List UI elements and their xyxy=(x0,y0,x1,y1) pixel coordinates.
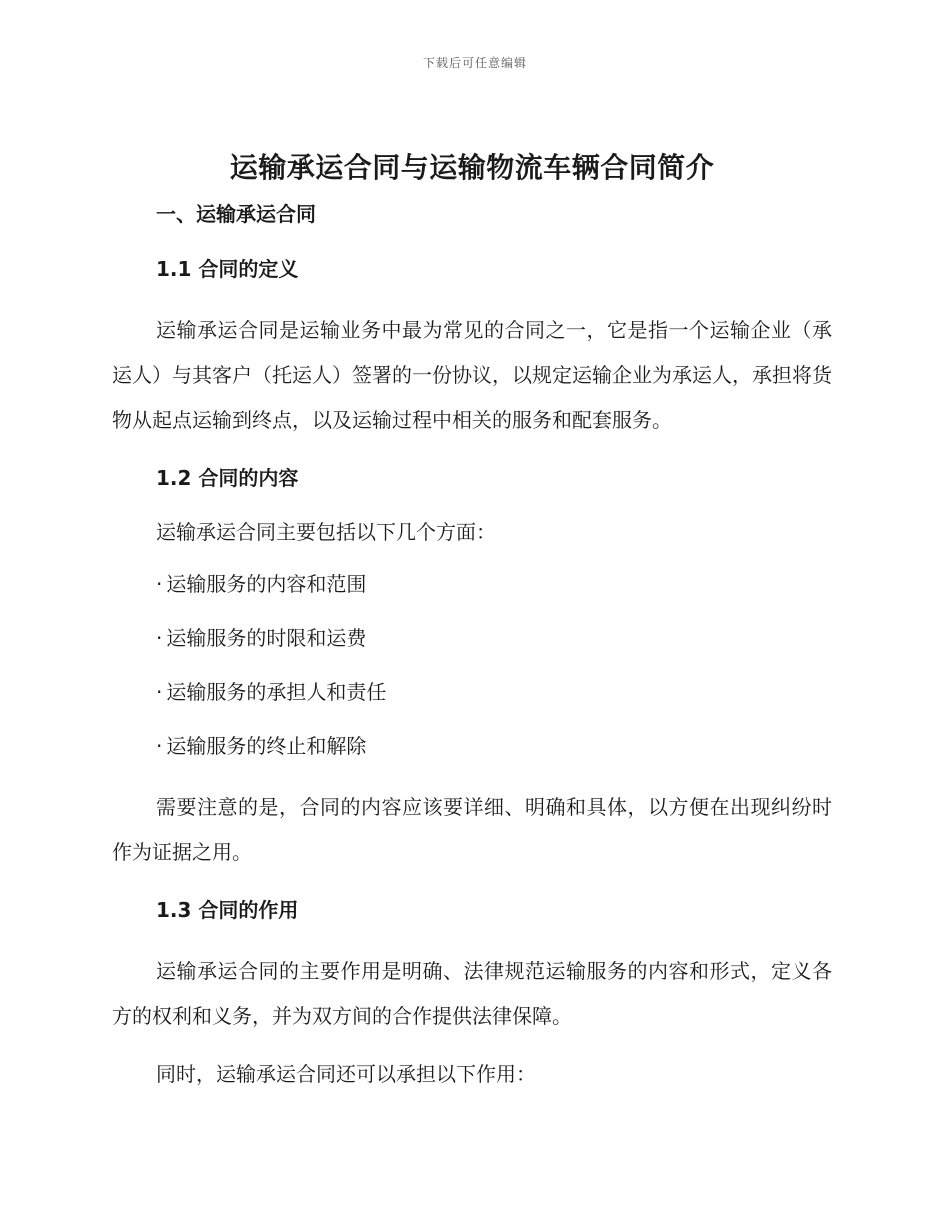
subsection-heading-1-3: 1.3 合同的作用 xyxy=(156,898,299,922)
list-item xyxy=(156,569,832,599)
bullet-dot: · xyxy=(156,680,163,704)
subsection-heading-1-2: 1.2 合同的内容 xyxy=(156,466,299,490)
section-heading-1: 一、运输承运合同 xyxy=(156,202,316,226)
document-title: 运输承运合同与运输物流车辆合同简介 xyxy=(229,151,715,184)
list-item xyxy=(156,623,832,653)
list-item-text: 运输服务的时限和运费 xyxy=(166,626,367,650)
definition-paragraph: 运输承运合同是运输业务中最为常见的合同之一，它是指一个运输企业（承运人）与其客户（托运人）签署的一份协议，以规定运输企业为承运人，承担将货物从起点运输到终点，以及运输过程中相关的服务和配套服务。 xyxy=(112,318,832,432)
document-body xyxy=(112,148,832,1111)
list-item-text: 运输服务的承担人和责任 xyxy=(166,680,387,704)
bullet-dot: · xyxy=(156,626,163,650)
purpose-continuation-paragraph: 同时，运输承运合同还可以承担以下作用： xyxy=(156,1062,536,1086)
list-item-text: 运输服务的内容和范围 xyxy=(166,572,367,596)
content-intro-paragraph: 运输承运合同主要包括以下几个方面： xyxy=(156,520,496,544)
bullet-dot: · xyxy=(156,572,163,596)
purpose-paragraph: 运输承运合同的主要作用是明确、法律规范运输服务的内容和形式，定义各方的权利和义务，并为双方间的合作提供法律保障。 xyxy=(112,959,832,1028)
list-item xyxy=(156,731,832,761)
content-note-paragraph: 需要注意的是，合同的内容应该要详细、明确和具体，以方便在出现纠纷时作为证据之用。 xyxy=(112,795,832,864)
list-item-text: 运输服务的终止和解除 xyxy=(166,734,367,758)
subsection-heading-1-1: 1.1 合同的定义 xyxy=(156,257,299,281)
list-item xyxy=(156,677,832,707)
bullet-dot: · xyxy=(156,734,163,758)
page-header-note: 下载后可任意编辑 xyxy=(422,56,527,70)
